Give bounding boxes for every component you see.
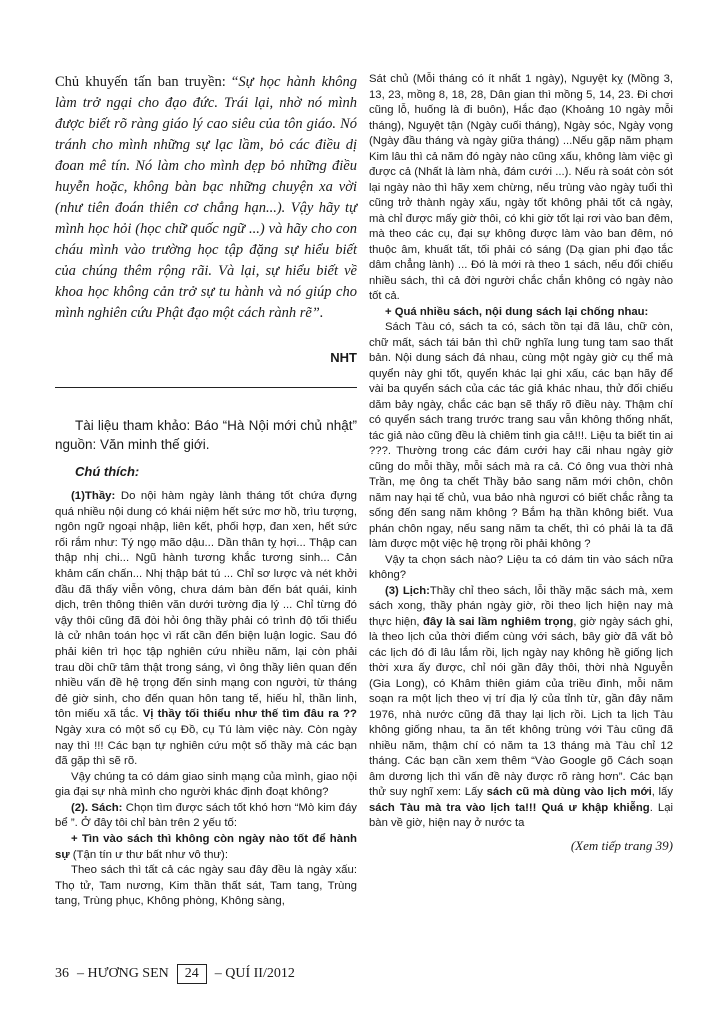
note-1-tail: Ngày xưa có một số cụ Đồ, cụ Tú làm việc này. Còn ngày nay thì !!! Các bạn tự nghiên cứu một số thầy mà các bạn đã gặp thì sẽ rõ. [55, 723, 357, 768]
note-3-bold-2: sách cũ mà dùng vào lịch mới [486, 786, 652, 798]
note-1-paragraph-2: Vậy chúng ta có dám giao sinh mạng của mình, giao nội gia đại sự nhà mình cho người khác định đoạt không? [55, 770, 357, 799]
divider [55, 387, 357, 388]
note-3-part-d: . Lại bàn về giờ, hiện nay ở nước ta [369, 801, 673, 829]
note-2-bullet-1-tail: (Tận tín ư thư bất như vô thư): [69, 848, 228, 861]
note-2-paragraph-2: Theo sách thì tất cả các ngày sau đây đều là ngày xấu: Thọ tử, Tam nương, Kim thần thất sát, Tam tang, Trùng tang, Trùng phục, Không phòng, Không sàng, [55, 864, 357, 908]
reference-text: Tài liệu tham khảo: Báo “Hà Nội mới chủ nhật” nguồn: Văn minh thế giới. [55, 418, 357, 452]
note-1-bold: Vị thầy tối thiểu như thế tìm đâu ra ?? [142, 708, 357, 721]
note-3-part-b: , giờ ngày sách ghi, là theo lịch của thời điểm cùng với sách, bây giờ đã vất bỏ các lịch đó đi lâu lắm rồi, lịch ngày nay không hề giống lịch thời xưa ấy được, chỉ nói gần đây thôi, thời nhà Nguyễn (Gia Long), có Khâm thiên giám của triều đình, mỗi năm soạn ra một lịch theo vị trí địa lý của tỉnh từ, gần đây năm 1976, nhà nước cũng đã thay lại lịch rồi. Lịch ta lịch Tàu không giống nhau, ta ăn tết không trùng với Tàu cũng đã nhiều năm, thậm chí có năm ta 13 tháng mà Tàu chỉ 12 tháng. Các bạn cần xem thêm “Vào Google gõ Cách soạn âm dương lịch thì vấn đề này được rõ ràng hơn”. Các bạn thử suy nghĩ xem: Lấy [369, 615, 673, 798]
right-paragraph-3: Vậy ta chọn sách nào? Liệu ta có dám tin vào sách nữa không? [369, 553, 673, 581]
note-1-body: Do nội hàm ngày lành tháng tốt chứa đựng quá nhiều nội dung có khái niệm hết sức mơ hồ, trìu tượng, ngôn ngữ ngoại nhập, liên kết, phối hợp, đan xen, hết sức rối rắm như: Tý ngọ mão dậu... Dần thân tỵ hợi... Thập can thập nhị chi... Ngũ hành tương khắc tương sinh... Cản khảm cấn chấn... Nhị thập bát tú ... Chỉ sơ lược và nét khởi đầu đã thấy viễn vông, chưa dám bàn đến bát quái, kinh dịch, trên thông thiên văn dưới tường địa lý ... Chỉ từng đó vậy thôi cũng đã đòi hỏi ông thầy phải có trình độ tối thiểu là cử nhân toán học vì rất cần đến biện luận logic. Sau đó phải kiên trì học tập nghiên cứu nhiều năm, lại còn phải trau dồi chữ tâm thật trong sáng, vì ông thầy liên quan đến nhiều vấn đề hệ trọng đến sinh mạng con người, từ tháng đẻ giờ sinh, cho đến quan hôn tang tế, hiếu hỉ, thần linh, tôn miếu xã tắc. [55, 490, 357, 721]
notes-title: Chú thích: [75, 464, 140, 479]
signature: NHT [330, 350, 357, 365]
note-3 [369, 584, 673, 832]
note-1 [55, 489, 357, 770]
lede-end: ”. [311, 305, 324, 321]
right-paragraph-1: Sát chủ (Mỗi tháng có ít nhất 1 ngày), Nguyệt kỵ (Mồng 3, 13, 23, mồng 8, 18, 28, Dân gian thì mồng 5, 14, 23. Đi chơi cũng lỗ, huống là đi buôn), Hắc đạo (Khoảng 10 ngày mỗi tháng), Nguyệt tận (Ngày cuối tháng), Ngày sóc, Ngày vọng (Ngày đầu tháng và ngày giữa tháng) ...Nếu gặp năm phạm Kim lâu thì cả năm đó ngày nào cũng xấu, không làm việc gì được cả (Nhất là làm nhà, đám cưới ...). Nếu rà soát còn sót lại ngày nào thì hãy xem chừng, nếu trùng vào ngày tuổi thì cũng trở thành ngày xấu, ngày tốt không phải tốt cả ngày, mà chỉ được mấy giờ thôi, có khi giờ tốt lại rơi vào ban đêm, mà theo các cụ, đại sự không được làm vào ban đêm, nó thuộc âm, khuất tất, tối phải có sáng (Dạ gian phi đạo tắc dâm chẳng lành) ... Đó là mới rà theo 1 sách, nếu đối chiếu nhiều sách, thì cả đời người chắc chắn không có ngày nào tốt cả. [369, 73, 673, 302]
magazine-name: – HƯƠNG SEN [77, 966, 169, 981]
note-2 [55, 801, 357, 832]
issue-quarter: – QUÍ II/2012 [214, 966, 295, 981]
note-2-body: Chọn tìm được sách tốt khó hơn “Mò kim đáy bể ”. Ở đây tôi chỉ bàn trên 2 yếu tố: [55, 801, 357, 830]
left-column [55, 72, 357, 910]
lede-quote: Sự học hành không làm trở ngại cho đạo đức. Trái lại, nhờ nó mình được biết rõ ràng giáo lý cao siêu của tôn giáo. Nó tránh cho mình những sự lạc lầm, bỏ các điều dị đoan mê tín. Nó làm cho mình dẹp bỏ những điều huyễn hoặc, không bàn bạc những chuyện xa vời (như tiên đoán thiên cơ chẳng hạn...). Vậy hãy tự mình học hỏi (học chữ quốc ngữ ...) và hãy cho con cháu mình vào trường học tập đặng sự hiểu biết của chúng thêm rộng rãi. Và lại, sự hiểu biết về khoa học không cản trở sự tu hành và nó giúp cho mình nghiên cứu Phật đạo một cách rành rẽ [55, 74, 358, 321]
bullet-2-head [369, 305, 673, 321]
continued-note: (Xem tiếp trang 39) [570, 837, 673, 853]
right-column [369, 72, 673, 854]
lede-paragraph [55, 72, 357, 324]
note-2-bullet-1 [55, 832, 357, 863]
note-3-part-a: Thầy chỉ theo sách, lỗi thầy mặc sách mà, xem sách xong, thầy phán ngày giờ, rồi theo lịch hiện nay mà thực hiện, [369, 584, 673, 628]
bullet-2-title: + Quá nhiều sách, nội dung sách lại chống nhau: [385, 305, 649, 318]
lede-lead-in: Chủ khuyến tấn ban truyền: “ [55, 74, 239, 90]
page-footer [55, 964, 295, 984]
note-3-bold-1: đây là sai lầm nghiêm trọng [423, 615, 574, 628]
note-3-head: (3) Lịch: [385, 584, 430, 597]
right-paragraph-2: Sách Tàu có, sách ta có, sách tồn tại đã lâu, chữ còn, chữ mất, sách tái bản thì chữ nghĩa lung tung tam sao thất bản. Nội dung sách đá nhau, cùng một ngày giờ cụ thể mà quyển này ghi tốt, quyển khác lại ghi xấu, các bạn hãy để vài ba quyển sách của các tác giả khác nhau, thử đối chiếu dăm bảy ngày, chắc các bạn sẽ thấy rõ điều này. Thậm chí có quyển sách trang trước trang sau vẫn không thống nhất, tác giả nào cũng đều là chiêm tinh gia cả!!!. Liệu ta biết tin ai ???. Thường trong các đám cưới hay cãi nhau ngày giờ cũng do mỗi thầy, mỗi sách mà ra cả. Có ông vua thời nhà Trần, mẹ ông ta chết Thầy bảo sang năm mới chôn, chôn năm nay hại tế chủ, vua bảo nhà ngươi có biết chắc rằng ta sống đến sang năm không ? Bắm hạ thần không biết. Vua phán chôn ngay, nếu sang năm ta chết, thì có phải là ta đã làm được một việc hệ trọng rồi phải không ? [369, 321, 673, 550]
page-number: 36 [55, 966, 69, 981]
note-3-part-c: , lấy [651, 786, 673, 798]
note-2-bullet-1-head: + Tìn vào sách thì không còn ngày nào tốt để hành sự [55, 833, 357, 861]
note-2-head: (2). Sách: [71, 801, 123, 814]
note-1-head: (1)Thầy: [71, 490, 116, 502]
issue-number-box: 24 [177, 964, 207, 984]
note-3-bold-3: sách Tàu mà tra vào lịch ta!!! Quá ư khập khiễng [369, 801, 650, 814]
